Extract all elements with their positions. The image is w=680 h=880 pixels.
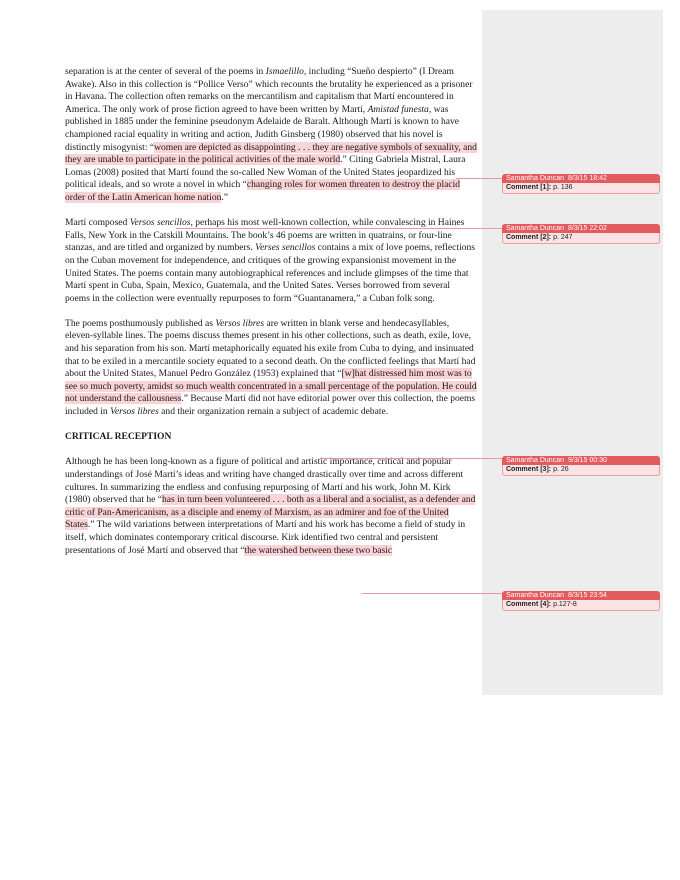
comment-header: Samantha Duncan 8/3/15 23:54 [502,591,660,600]
comment-header: Samantha Duncan 8/3/15 18:42 [502,174,660,183]
comment-3-highlight[interactable]: [w]hat distressed him most was to see so much poverty, amidst so much wealth concentrated in a small percentage of the population. He could not understand the callousness [65,368,477,405]
paragraph-1: separation is at the center of several of the poems in Ismaelillo, including “Sueño despierto” (I Dream Awake). Also in this collection is “Pollice Verso” which recounts the brutality he experienced as a prisoner in Havana. The collection often remarks on the mercantilism and capitalism that Martí encountered in America. The only work of prose fiction agreed to have been written by Martí, Amistad funesta, was published in 1885 under the feminine pseudonym Adelaide de Baralt. Although Martí is known to have championed racial equality in writing and action, Judith Ginsberg (1980) observed that his novel is distinctly misogynist: “women are depicted as disappointing . . . they are negative symbols of sexuality, and they are unable to participate in the political activities of the male world.” Citing Gabriela Mistral, Laura Lomas (2008) posited that Martí found the so-called New Woman of the United States jeopardized his political ideals, and so wrote a novel in which “changing roles for women threaten to destroy the placid order of the Latin American home nation.” [65,66,477,203]
paragraph-4: Although he has been long-known as a figure of political and artistic importance, critical and popular understandings of José Martí’s ideas and writing have changed drastically over time and across different cultures. In summarizing the endless and confusing repurposing of Martí and his work, John M. Kirk (1980) observed that he “has in turn been volunteered . . . both as a liberal and a socialist, as a defender and critic of Pan-Americanism, as a disciple and enemy of Marxism, as an admirer and foe of the United States.” The wild variations between interpretations of Martí and his work has become a field of study in itself, which dominates contemporary critical discourse. Kirk identified two central and persistent presentations of José Martí and observed that “the watershed between these two basic [65,456,476,556]
comment-header: Samantha Duncan 9/3/15 00:30 [502,456,660,465]
section-heading: CRITICAL RECEPTION [65,431,172,443]
comment-1-highlight[interactable]: women are depicted as disappointing . . . they are negative symbols of sexuality, and they are unable to participate in the political activities of the male world [65,141,477,166]
paragraph-2: Martí composed Versos sencillos, perhaps his most well-known collection, while convalescing in Haines Falls, New York in the Catskill Mountains. The book’s 46 poems are written in quatrains, or four-line stanzas, and are titled and organized by numbers. Verses sencillos contains a mix of love poems, reflections on the Cuban movement for independence, and critiques of the growing expansionist movement in the United States. The poems contain many autobiographical references and include glimpses of the time that Martí spent in Cuba, Spain, Mexico, Guatemala, and the United Sates. Verses borrowed from several poems in the collection were eventually repurposes to form “Guantanamera,” a Cuban folk song. [65,217,475,304]
comment-header: Samantha Duncan 8/3/15 22:02 [502,224,660,233]
paragraph-3: The poems posthumously published as Versos libres are written in blank verse and hendecasyllables, eleven-syllable lines. The poems discuss themes present in his other collections, such as death, exile, love, and his separation from his son. Martí metaphorically equated his exile from Cuba to dying, and insinuated that to be exiled in a mercantile society equated to a second death. On the conflicted feelings that Martí had about the United States, Manuel Pedro González (1953) explained that “[w]hat distressed him most was to see so much poverty, amidst so much wealth concentrated in a small percentage of the population. He could not understand the callousness.” Because Martí did not have editorial power over this collection, the poems included in Versos libres and their organization remain a subject of academic debate. [65,317,477,418]
comment-body: Comment [3]: p. 26 [502,465,660,476]
comment-1-connector [456,178,502,179]
comment-2-highlight[interactable]: changing roles for women threaten to destroy the placid order of the Latin American home nation [65,179,461,203]
comment-4-highlight-continued[interactable]: the watershed between these two basic [244,544,393,556]
comment-balloon-2[interactable] [502,224,660,244]
document-body [65,66,477,570]
comment-balloon-1[interactable] [502,174,660,194]
comment-3-connector [320,458,502,459]
comment-2-connector [176,228,502,229]
comment-4-highlight[interactable]: has in turn been volunteered . . . both as a liberal and a socialist, as a defender and critic of Pan-Americanism, as a disciple and enemy of Marxism, as an admirer and foe of the United States [65,494,476,531]
comment-body: Comment [1]: p. 136 [502,183,660,194]
comment-balloon-4[interactable] [502,591,660,611]
comment-4-connector [362,593,502,594]
comment-balloon-3[interactable] [502,456,660,476]
comment-body: Comment [4]: p.127-8 [502,600,660,611]
comment-body: Comment [2]: p. 247 [502,233,660,244]
